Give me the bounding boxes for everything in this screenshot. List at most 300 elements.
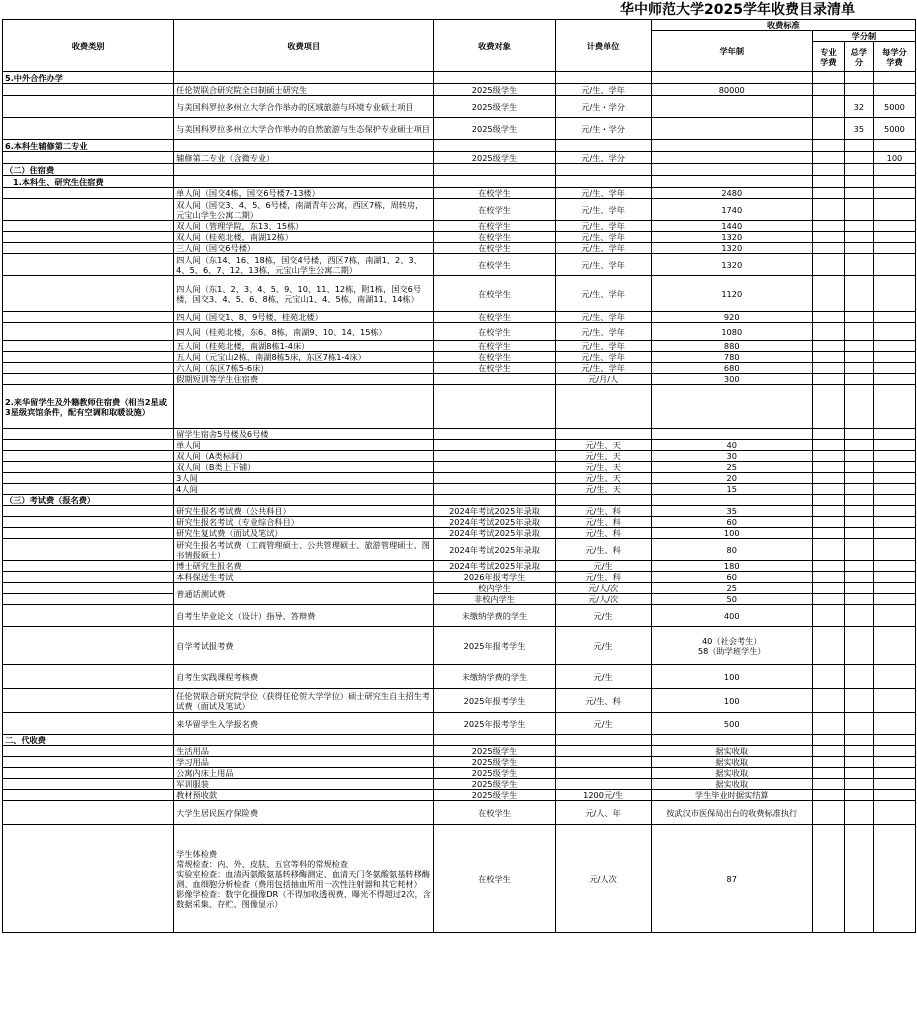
category-cell — [3, 188, 174, 199]
table-row — [3, 341, 916, 352]
per-credit-fee-cell — [873, 665, 915, 689]
header-unit: 计费单位 — [555, 20, 651, 72]
academic-year-cell: 25 — [651, 462, 812, 473]
category-cell — [3, 528, 174, 539]
total-credits-cell — [844, 689, 873, 713]
total-credits-cell — [844, 561, 873, 572]
category-cell — [3, 779, 174, 790]
table-row — [3, 495, 916, 506]
unit-cell — [555, 176, 651, 188]
unit-cell: 元/人次 — [555, 825, 651, 933]
table-row — [3, 440, 916, 451]
major-fee-cell — [812, 176, 844, 188]
unit-cell — [555, 757, 651, 768]
academic-year-cell: 50 — [651, 594, 812, 605]
item-cell — [174, 164, 434, 176]
table-row — [3, 757, 916, 768]
major-fee-cell — [812, 164, 844, 176]
unit-cell: 元/生、学年 — [555, 312, 651, 323]
total-credits-cell — [844, 374, 873, 385]
category-cell — [3, 790, 174, 801]
academic-year-cell: 1080 — [651, 323, 812, 341]
unit-cell: 元/生、天 — [555, 440, 651, 451]
item-cell: 辅修第二专业（含微专业） — [174, 152, 434, 164]
per-credit-fee-cell: 5000 — [873, 96, 915, 118]
total-credits-cell — [844, 594, 873, 605]
item-cell: 与美国科罗拉多州立大学合作举办的区域旅游与环境专业硕士项目 — [174, 96, 434, 118]
total-credits-cell — [844, 341, 873, 352]
table-row — [3, 790, 916, 801]
category-cell: 6.本科生辅修第二专业 — [3, 140, 174, 152]
category-cell — [3, 243, 174, 254]
academic-year-cell: 60 — [651, 517, 812, 528]
item-cell: 三人间（国交6号楼） — [174, 243, 434, 254]
unit-cell: 元/生、天 — [555, 473, 651, 484]
per-credit-fee-cell — [873, 594, 915, 605]
unit-cell: 元/生、天 — [555, 451, 651, 462]
academic-year-cell: 20 — [651, 473, 812, 484]
per-credit-fee-cell: 100 — [873, 152, 915, 164]
major-fee-cell — [812, 779, 844, 790]
total-credits-cell — [844, 583, 873, 594]
item-cell: 研究生复试费（面试及笔试） — [174, 528, 434, 539]
target-cell — [434, 735, 555, 746]
major-fee-cell — [812, 221, 844, 232]
academic-year-cell: 880 — [651, 341, 812, 352]
target-cell — [434, 140, 555, 152]
academic-year-cell: 500 — [651, 713, 812, 735]
category-cell — [3, 506, 174, 517]
target-cell: 在校学生 — [434, 341, 555, 352]
per-credit-fee-cell — [873, 825, 915, 933]
academic-year-cell: 87 — [651, 825, 812, 933]
target-cell: 2025级学生 — [434, 757, 555, 768]
header-item: 收费项目 — [174, 20, 434, 72]
total-credits-cell — [844, 605, 873, 627]
table-row — [3, 517, 916, 528]
target-cell: 在校学生 — [434, 199, 555, 221]
major-fee-cell — [812, 594, 844, 605]
major-fee-cell — [812, 232, 844, 243]
unit-cell: 元/生、学年 — [555, 188, 651, 199]
academic-year-cell: 1740 — [651, 199, 812, 221]
academic-year-cell: 180 — [651, 561, 812, 572]
per-credit-fee-cell — [873, 352, 915, 363]
target-cell: 未缴纳学费的学生 — [434, 665, 555, 689]
target-cell: 在校学生 — [434, 276, 555, 312]
major-fee-cell — [812, 484, 844, 495]
table-row — [3, 164, 916, 176]
table-row — [3, 152, 916, 164]
major-fee-cell — [812, 323, 844, 341]
item-cell — [174, 176, 434, 188]
category-cell — [3, 539, 174, 561]
table-row — [3, 627, 916, 665]
category-cell — [3, 352, 174, 363]
item-cell: 研究生报名考试（专业综合科目） — [174, 517, 434, 528]
unit-cell — [555, 385, 651, 429]
target-cell — [434, 451, 555, 462]
total-credits-cell — [844, 164, 873, 176]
item-cell: 四人间（国交1、8、9号楼，桂苑北楼） — [174, 312, 434, 323]
academic-year-cell: 100 — [651, 665, 812, 689]
academic-year-cell — [651, 140, 812, 152]
total-credits-cell — [844, 188, 873, 199]
category-cell — [3, 572, 174, 583]
per-credit-fee-cell — [873, 528, 915, 539]
category-cell — [3, 665, 174, 689]
total-credits-cell — [844, 768, 873, 779]
total-credits-cell — [844, 254, 873, 276]
item-cell: 四人间（东14、16、18栋，国交4号楼，西区7栋，南湖1、2、3、4、5、6、7、12、13栋，元宝山学生公寓二期） — [174, 254, 434, 276]
target-cell: 2025级学生 — [434, 746, 555, 757]
target-cell: 在校学生 — [434, 254, 555, 276]
category-cell — [3, 484, 174, 495]
unit-cell — [555, 164, 651, 176]
target-cell: 2025级学生 — [434, 84, 555, 96]
unit-cell: 元/生 — [555, 713, 651, 735]
table-row — [3, 484, 916, 495]
table-row — [3, 232, 916, 243]
unit-cell — [555, 429, 651, 440]
unit-cell: 元/生、科 — [555, 506, 651, 517]
per-credit-fee-cell — [873, 176, 915, 188]
target-cell: 2024年考试2025年录取 — [434, 528, 555, 539]
target-cell — [434, 495, 555, 506]
table-row — [3, 323, 916, 341]
per-credit-fee-cell — [873, 605, 915, 627]
table-row — [3, 506, 916, 517]
item-cell: 假期短训等学生住宿费 — [174, 374, 434, 385]
total-credits-cell — [844, 221, 873, 232]
table-row — [3, 801, 916, 825]
category-cell: （二）住宿费 — [3, 164, 174, 176]
unit-cell: 元/生、科 — [555, 528, 651, 539]
unit-cell: 元/生、天 — [555, 484, 651, 495]
major-fee-cell — [812, 140, 844, 152]
table-row — [3, 221, 916, 232]
table-row — [3, 825, 916, 933]
total-credits-cell — [844, 199, 873, 221]
table-row — [3, 528, 916, 539]
total-credits-cell — [844, 757, 873, 768]
unit-cell: 元/生、学年 — [555, 341, 651, 352]
per-credit-fee-cell — [873, 429, 915, 440]
header-per-credit-fee: 每学分 学费 — [873, 42, 915, 72]
target-cell — [434, 176, 555, 188]
table-row — [3, 779, 916, 790]
per-credit-fee-cell — [873, 323, 915, 341]
major-fee-cell — [812, 473, 844, 484]
category-cell — [3, 254, 174, 276]
category-cell: 1.本科生、研究生住宿费 — [3, 176, 174, 188]
per-credit-fee-cell — [873, 572, 915, 583]
category-cell: 二、代收费 — [3, 735, 174, 746]
target-cell — [434, 440, 555, 451]
item-cell — [174, 735, 434, 746]
unit-cell: 元/生、科 — [555, 539, 651, 561]
category-cell — [3, 451, 174, 462]
per-credit-fee-cell — [873, 735, 915, 746]
category-cell — [3, 768, 174, 779]
unit-cell — [555, 768, 651, 779]
academic-year-cell: 60 — [651, 572, 812, 583]
per-credit-fee-cell — [873, 757, 915, 768]
academic-year-cell: 据实收取 — [651, 768, 812, 779]
target-cell — [434, 473, 555, 484]
table-row — [3, 689, 916, 713]
per-credit-fee-cell — [873, 221, 915, 232]
category-cell — [3, 825, 174, 933]
per-credit-fee-cell — [873, 713, 915, 735]
unit-cell: 元/生、学年 — [555, 323, 651, 341]
table-row — [3, 594, 916, 605]
item-cell: 单人间（国交4栋，国交6号楼7-13楼） — [174, 188, 434, 199]
category-cell — [3, 605, 174, 627]
total-credits-cell — [844, 746, 873, 757]
academic-year-cell: 按武汉市医保局出台的收费标准执行 — [651, 801, 812, 825]
academic-year-cell — [651, 96, 812, 118]
category-cell — [3, 746, 174, 757]
academic-year-cell: 100 — [651, 689, 812, 713]
item-cell: 四人间（东1、2、3、4、5、9、10、11、12栋，附1栋，国交6号楼，国交3、4、5、6、8栋，元宝山1、4、5栋，南湖11、14栋） — [174, 276, 434, 312]
unit-cell: 元/人/次 — [555, 594, 651, 605]
per-credit-fee-cell — [873, 768, 915, 779]
major-fee-cell — [812, 572, 844, 583]
item-cell: 4人间 — [174, 484, 434, 495]
table-row — [3, 276, 916, 312]
table-row — [3, 72, 916, 84]
table-row — [3, 188, 916, 199]
major-fee-cell — [812, 341, 844, 352]
target-cell: 2025级学生 — [434, 768, 555, 779]
total-credits-cell — [844, 312, 873, 323]
header-major-fee: 专业 学费 — [812, 42, 844, 72]
category-cell: 5.中外合作办学 — [3, 72, 174, 84]
table-row — [3, 451, 916, 462]
table-row — [3, 473, 916, 484]
target-cell — [434, 164, 555, 176]
per-credit-fee-cell — [873, 276, 915, 312]
target-cell: 2024年考试2025年录取 — [434, 561, 555, 572]
unit-cell — [555, 140, 651, 152]
target-cell: 2024年考试2025年录取 — [434, 506, 555, 517]
category-cell — [3, 429, 174, 440]
academic-year-cell — [651, 118, 812, 140]
item-cell: 双人间（A类标间） — [174, 451, 434, 462]
target-cell: 在校学生 — [434, 323, 555, 341]
target-cell: 2025级学生 — [434, 118, 555, 140]
major-fee-cell — [812, 735, 844, 746]
per-credit-fee-cell — [873, 374, 915, 385]
page-title: 华中师范大学2025学年收费目录清单 — [620, 2, 855, 18]
category-cell — [3, 152, 174, 164]
academic-year-cell: 1320 — [651, 254, 812, 276]
major-fee-cell — [812, 276, 844, 312]
unit-cell: 元/人/次 — [555, 583, 651, 594]
item-cell: 3人间 — [174, 473, 434, 484]
item-cell: 公寓内床上用品 — [174, 768, 434, 779]
total-credits-cell — [844, 243, 873, 254]
table-row — [3, 96, 916, 118]
unit-cell: 元/生 — [555, 561, 651, 572]
category-cell — [3, 583, 174, 594]
header-academic-year: 学年制 — [651, 31, 812, 72]
target-cell: 在校学生 — [434, 232, 555, 243]
total-credits-cell — [844, 323, 873, 341]
total-credits-cell — [844, 495, 873, 506]
academic-year-cell: 据实收取 — [651, 757, 812, 768]
table-row — [3, 385, 916, 429]
table-row — [3, 374, 916, 385]
per-credit-fee-cell — [873, 506, 915, 517]
total-credits-cell — [844, 176, 873, 188]
category-cell — [3, 84, 174, 96]
item-cell: 五人间（桂苑北楼，南湖8栋1-4床） — [174, 341, 434, 352]
target-cell — [434, 429, 555, 440]
category-cell: （三）考试费（报名费） — [3, 495, 174, 506]
category-cell — [3, 323, 174, 341]
target-cell: 在校学生 — [434, 352, 555, 363]
unit-cell: 元/月/人 — [555, 374, 651, 385]
unit-cell: 元/生 — [555, 665, 651, 689]
total-credits-cell — [844, 232, 873, 243]
major-fee-cell — [812, 605, 844, 627]
table-row — [3, 118, 916, 140]
academic-year-cell — [651, 72, 812, 84]
major-fee-cell — [812, 757, 844, 768]
per-credit-fee-cell — [873, 627, 915, 665]
target-cell: 在校学生 — [434, 243, 555, 254]
major-fee-cell — [812, 506, 844, 517]
unit-cell: 元/生、天 — [555, 462, 651, 473]
item-cell: 博士研究生报名费 — [174, 561, 434, 572]
major-fee-cell — [812, 801, 844, 825]
target-cell: 在校学生 — [434, 221, 555, 232]
unit-cell: 元/生、学年 — [555, 276, 651, 312]
per-credit-fee-cell — [873, 484, 915, 495]
target-cell: 在校学生 — [434, 801, 555, 825]
table-row — [3, 363, 916, 374]
item-cell: 留学生宿舍5号楼及6号楼 — [174, 429, 434, 440]
item-cell: 教材预收款 — [174, 790, 434, 801]
academic-year-cell — [651, 735, 812, 746]
category-cell — [3, 341, 174, 352]
major-fee-cell — [812, 440, 844, 451]
unit-cell: 元/生・学分 — [555, 96, 651, 118]
header-target: 收费对象 — [434, 20, 555, 72]
total-credits-cell — [844, 825, 873, 933]
item-cell: 双人间（管理学院，东13、15栋） — [174, 221, 434, 232]
major-fee-cell — [812, 84, 844, 96]
category-cell — [3, 561, 174, 572]
unit-cell — [555, 746, 651, 757]
category-cell — [3, 689, 174, 713]
per-credit-fee-cell — [873, 746, 915, 757]
unit-cell: 元/生、学年 — [555, 221, 651, 232]
academic-year-cell: 35 — [651, 506, 812, 517]
unit-cell: 元/生、学分 — [555, 152, 651, 164]
major-fee-cell — [812, 768, 844, 779]
academic-year-cell — [651, 152, 812, 164]
major-fee-cell — [812, 429, 844, 440]
category-cell — [3, 440, 174, 451]
target-cell: 在校学生 — [434, 363, 555, 374]
target-cell: 在校学生 — [434, 188, 555, 199]
category-cell — [3, 276, 174, 312]
category-cell — [3, 374, 174, 385]
target-cell: 非校内学生 — [434, 594, 555, 605]
total-credits-cell — [844, 84, 873, 96]
academic-year-cell: 400 — [651, 605, 812, 627]
per-credit-fee-cell — [873, 312, 915, 323]
academic-year-cell — [651, 429, 812, 440]
total-credits-cell: 35 — [844, 118, 873, 140]
total-credits-cell — [844, 429, 873, 440]
item-cell: 六人间（东区7栋5-6床） — [174, 363, 434, 374]
header-category: 收费类别 — [3, 20, 174, 72]
item-cell — [174, 385, 434, 429]
major-fee-cell — [812, 561, 844, 572]
category-cell — [3, 801, 174, 825]
item-cell: 研究生报名考试费（工商管理硕士、公共管理硕士、旅游管理硕士、图书情报硕士） — [174, 539, 434, 561]
category-cell — [3, 96, 174, 118]
academic-year-cell: 学生毕业时据实结算 — [651, 790, 812, 801]
per-credit-fee-cell — [873, 473, 915, 484]
academic-year-cell: 780 — [651, 352, 812, 363]
unit-cell: 元/生、科 — [555, 689, 651, 713]
item-cell — [174, 72, 434, 84]
item-cell: 来华留学生入学报名费 — [174, 713, 434, 735]
item-cell: 自考生毕业论文（设计）指导、答辩费 — [174, 605, 434, 627]
per-credit-fee-cell — [873, 72, 915, 84]
academic-year-cell: 1120 — [651, 276, 812, 312]
target-cell: 2024年考试2025年录取 — [434, 539, 555, 561]
item-cell — [174, 140, 434, 152]
total-credits-cell — [844, 735, 873, 746]
per-credit-fee-cell — [873, 440, 915, 451]
item-cell: 本科保送生考试 — [174, 572, 434, 583]
target-cell: 校内学生 — [434, 583, 555, 594]
target-cell: 2025年报考学生 — [434, 689, 555, 713]
item-cell: 军训服装 — [174, 779, 434, 790]
total-credits-cell — [844, 539, 873, 561]
unit-cell: 元/生、学年 — [555, 84, 651, 96]
target-cell: 2025级学生 — [434, 790, 555, 801]
target-cell: 2025级学生 — [434, 779, 555, 790]
category-cell — [3, 594, 174, 605]
academic-year-cell — [651, 164, 812, 176]
unit-cell: 元/生、学年 — [555, 243, 651, 254]
per-credit-fee-cell — [873, 188, 915, 199]
per-credit-fee-cell — [873, 539, 915, 561]
table-row — [3, 572, 916, 583]
table-row — [3, 462, 916, 473]
major-fee-cell — [812, 96, 844, 118]
per-credit-fee-cell — [873, 689, 915, 713]
academic-year-cell: 25 — [651, 583, 812, 594]
major-fee-cell — [812, 385, 844, 429]
unit-cell: 元/生、学年 — [555, 254, 651, 276]
unit-cell: 元/生、科 — [555, 572, 651, 583]
header-credit-system: 学分制 — [812, 31, 915, 42]
target-cell: 2025年报考学生 — [434, 713, 555, 735]
per-credit-fee-cell — [873, 779, 915, 790]
academic-year-cell: 据实收取 — [651, 779, 812, 790]
item-cell: 学生体检费 常规检查：内、外、皮肤、五官等科的常规检查 实验室检查：血清丙氨酸氨基转移酶测定、血清天门冬氨酸氨基转移酶测、血细胞分析检查（费用包括抽血所用一次性注射器和其它耗材） 影像学检查：数字化摄像DR（不得加收透视费、曝光不得超过2次，含数据采集、存贮、图像显示） — [174, 825, 434, 933]
academic-year-cell: 920 — [651, 312, 812, 323]
per-credit-fee-cell — [873, 495, 915, 506]
